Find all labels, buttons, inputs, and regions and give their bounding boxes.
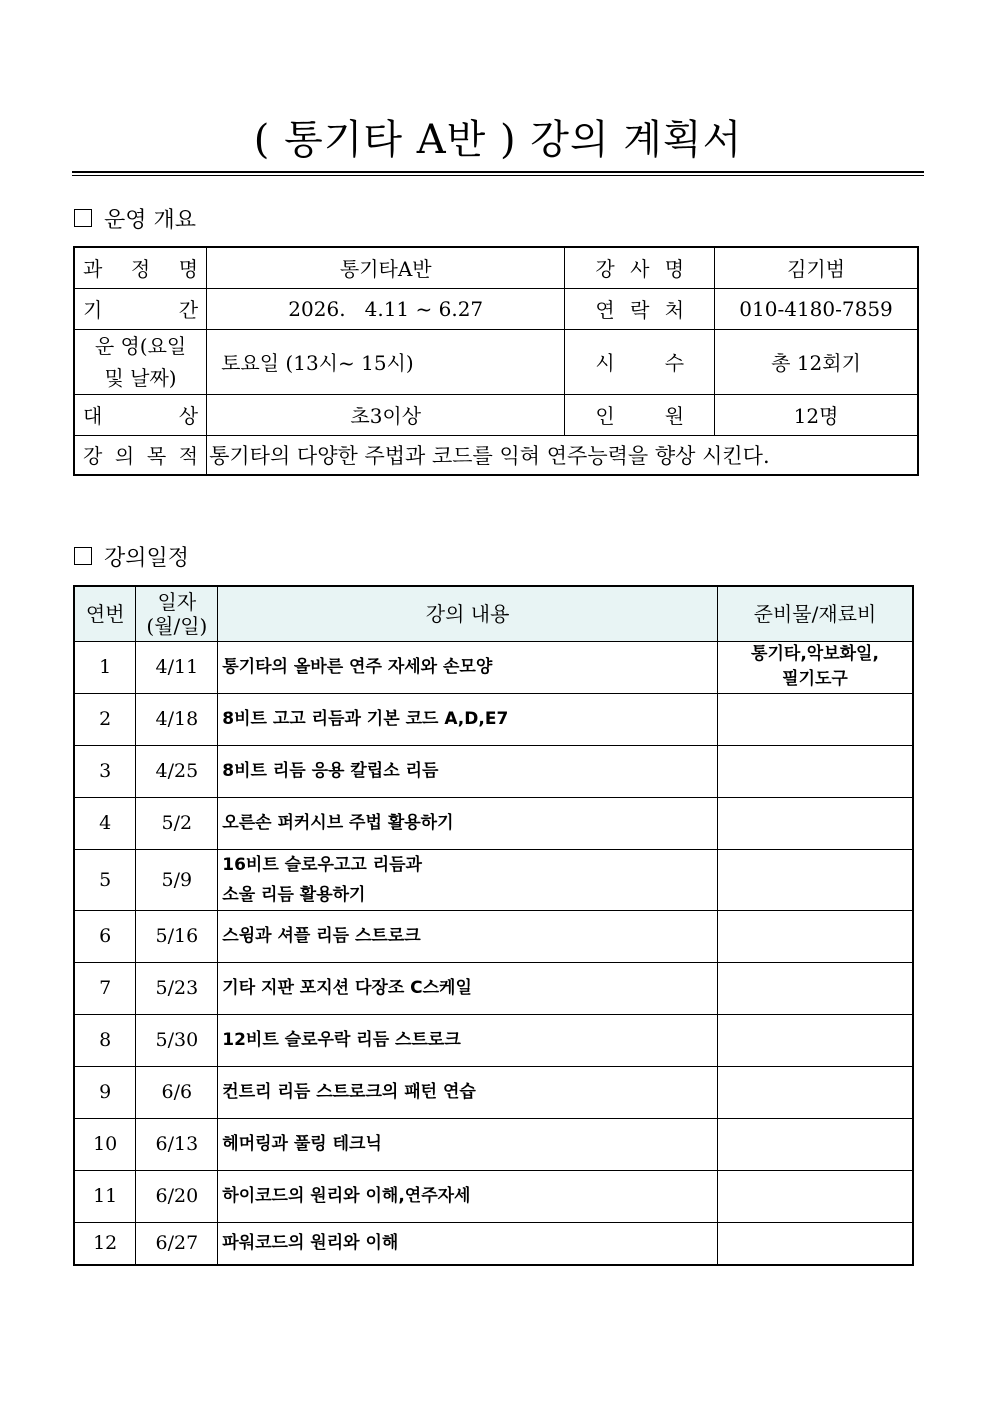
row-materials <box>717 641 913 693</box>
goal-value: 통기타의 다양한 주법과 코드를 익혀 연주능력을 향상 시킨다. <box>207 435 918 475</box>
row-number: 6 <box>74 910 136 962</box>
row-content <box>218 1222 718 1265</box>
table-row <box>74 849 913 910</box>
target-label: 대 상 <box>74 394 207 435</box>
schedule-value: 토요일 (13시~ 15시) <box>207 329 565 394</box>
overview-table <box>73 246 919 476</box>
schedule-table <box>73 585 914 1266</box>
schedule-heading-text: 강의일정 <box>104 545 190 571</box>
row-content-line2: 소울 리듬 활용하기 <box>222 884 366 905</box>
row-date: 5/16 <box>136 910 218 962</box>
row-materials <box>717 1118 913 1170</box>
schedule-header-row <box>74 586 913 641</box>
row-date: 6/27 <box>136 1222 218 1265</box>
row-content-line1: 오른손 퍼커시브 주법 활용하기 <box>222 813 454 833</box>
col-materials-header: 준비물/재료비 <box>717 586 913 641</box>
row-content-line1: 8비트 리듬 응용 칼립소 리듬 <box>222 761 439 781</box>
schedule-body <box>74 641 913 1265</box>
row-materials <box>717 1066 913 1118</box>
row-content <box>218 1118 718 1170</box>
table-row <box>74 797 913 849</box>
row-number: 8 <box>74 1014 136 1066</box>
row-content <box>218 1170 718 1222</box>
row-materials-line2: 필기도구 <box>782 669 848 689</box>
row-content-line1: 헤머링과 풀링 테크닉 <box>222 1134 382 1154</box>
row-content-line1: 16비트 슬로우고고 리듬과 <box>222 854 422 875</box>
table-row <box>74 641 913 693</box>
row-materials <box>717 1014 913 1066</box>
row-content <box>218 849 718 910</box>
capacity-value: 12명 <box>715 394 918 435</box>
col-content-header: 강의 내용 <box>218 586 718 641</box>
sessions-value: 총 12회기 <box>715 329 918 394</box>
period-value: 2026. 4.11 ~ 6.27 <box>207 288 565 329</box>
row-content-line1: 파워코드의 원리와 이해 <box>222 1233 399 1254</box>
course-value: 통기타A반 <box>207 247 565 288</box>
row-number: 11 <box>74 1170 136 1222</box>
course-label: 과 정 명 <box>74 247 207 288</box>
col-date-header <box>136 586 218 641</box>
row-content-line1: 12비트 슬로우락 리듬 스트로크 <box>222 1030 461 1050</box>
row-materials <box>717 1170 913 1222</box>
row-content <box>218 962 718 1014</box>
goal-label: 강 의 목 적 <box>74 435 207 475</box>
row-content <box>218 1014 718 1066</box>
instructor-value: 김기범 <box>715 247 918 288</box>
row-date: 5/30 <box>136 1014 218 1066</box>
row-date: 5/9 <box>136 849 218 910</box>
overview-row-period <box>74 288 918 329</box>
checkbox-icon <box>74 209 92 227</box>
table-row <box>74 1170 913 1222</box>
row-content-line1: 8비트 고고 리듬과 기본 코드 A,D,E7 <box>222 709 509 729</box>
row-content <box>218 641 718 693</box>
overview-heading <box>74 202 196 234</box>
overview-row-course <box>74 247 918 288</box>
row-content-line1: 컨트리 리듬 스트로크의 패턴 연습 <box>222 1082 476 1102</box>
row-number: 2 <box>74 693 136 745</box>
table-row <box>74 962 913 1014</box>
row-materials <box>717 910 913 962</box>
row-materials-line1: 통기타,악보화일, <box>751 644 879 664</box>
schedule-label-line1: 운 영(요일 <box>94 333 187 358</box>
period-label: 기 간 <box>74 288 207 329</box>
schedule-label <box>74 329 207 394</box>
row-content <box>218 797 718 849</box>
row-content <box>218 745 718 797</box>
row-content-line1: 기타 지판 포지션 다장조 C스케일 <box>222 978 472 998</box>
row-materials <box>717 797 913 849</box>
schedule-label-line2: 및 날짜) <box>104 365 177 390</box>
row-date: 6/20 <box>136 1170 218 1222</box>
table-row <box>74 1066 913 1118</box>
row-date: 6/13 <box>136 1118 218 1170</box>
row-number: 12 <box>74 1222 136 1265</box>
row-number: 9 <box>74 1066 136 1118</box>
overview-row-target <box>74 394 918 435</box>
row-content <box>218 910 718 962</box>
row-date: 5/2 <box>136 797 218 849</box>
row-date: 4/18 <box>136 693 218 745</box>
title-divider <box>72 171 924 176</box>
row-materials <box>717 1222 913 1265</box>
row-materials <box>717 962 913 1014</box>
overview-row-goal <box>74 435 918 475</box>
table-row <box>74 1014 913 1066</box>
table-row <box>74 1118 913 1170</box>
row-date: 6/6 <box>136 1066 218 1118</box>
capacity-label: 인 원 <box>565 394 715 435</box>
overview-heading-text: 운영 개요 <box>104 207 197 233</box>
table-row <box>74 745 913 797</box>
row-number: 10 <box>74 1118 136 1170</box>
table-row <box>74 910 913 962</box>
checkbox-icon <box>74 547 92 565</box>
contact-value: 010-4180-7859 <box>715 288 918 329</box>
sessions-label: 시 수 <box>565 329 715 394</box>
table-row <box>74 1222 913 1265</box>
schedule-heading <box>74 540 189 572</box>
col-date-line1: 일자 <box>157 589 197 614</box>
row-date: 4/25 <box>136 745 218 797</box>
row-content-line1: 하이코드의 원리와 이해,연주자세 <box>222 1186 471 1206</box>
row-number: 7 <box>74 962 136 1014</box>
overview-row-schedule <box>74 329 918 394</box>
target-value: 초3이상 <box>207 394 565 435</box>
row-content <box>218 1066 718 1118</box>
page-title: ( 통기타 A반 ) 강의 계획서 <box>253 117 743 163</box>
contact-label: 연 락 처 <box>565 288 715 329</box>
row-date: 4/11 <box>136 641 218 693</box>
table-row <box>74 693 913 745</box>
row-materials <box>717 745 913 797</box>
instructor-label: 강 사 명 <box>565 247 715 288</box>
row-content-line1: 스윙과 셔플 리듬 스트로크 <box>222 926 421 946</box>
col-no-header: 연번 <box>74 586 136 641</box>
row-number: 3 <box>74 745 136 797</box>
row-date: 5/23 <box>136 962 218 1014</box>
col-date-line2: (월/일) <box>146 613 208 638</box>
row-number: 1 <box>74 641 136 693</box>
row-number: 5 <box>74 849 136 910</box>
row-number: 4 <box>74 797 136 849</box>
row-content-line1: 통기타의 올바른 연주 자세와 손모양 <box>222 657 493 677</box>
row-materials <box>717 849 913 910</box>
row-content <box>218 693 718 745</box>
row-materials <box>717 693 913 745</box>
